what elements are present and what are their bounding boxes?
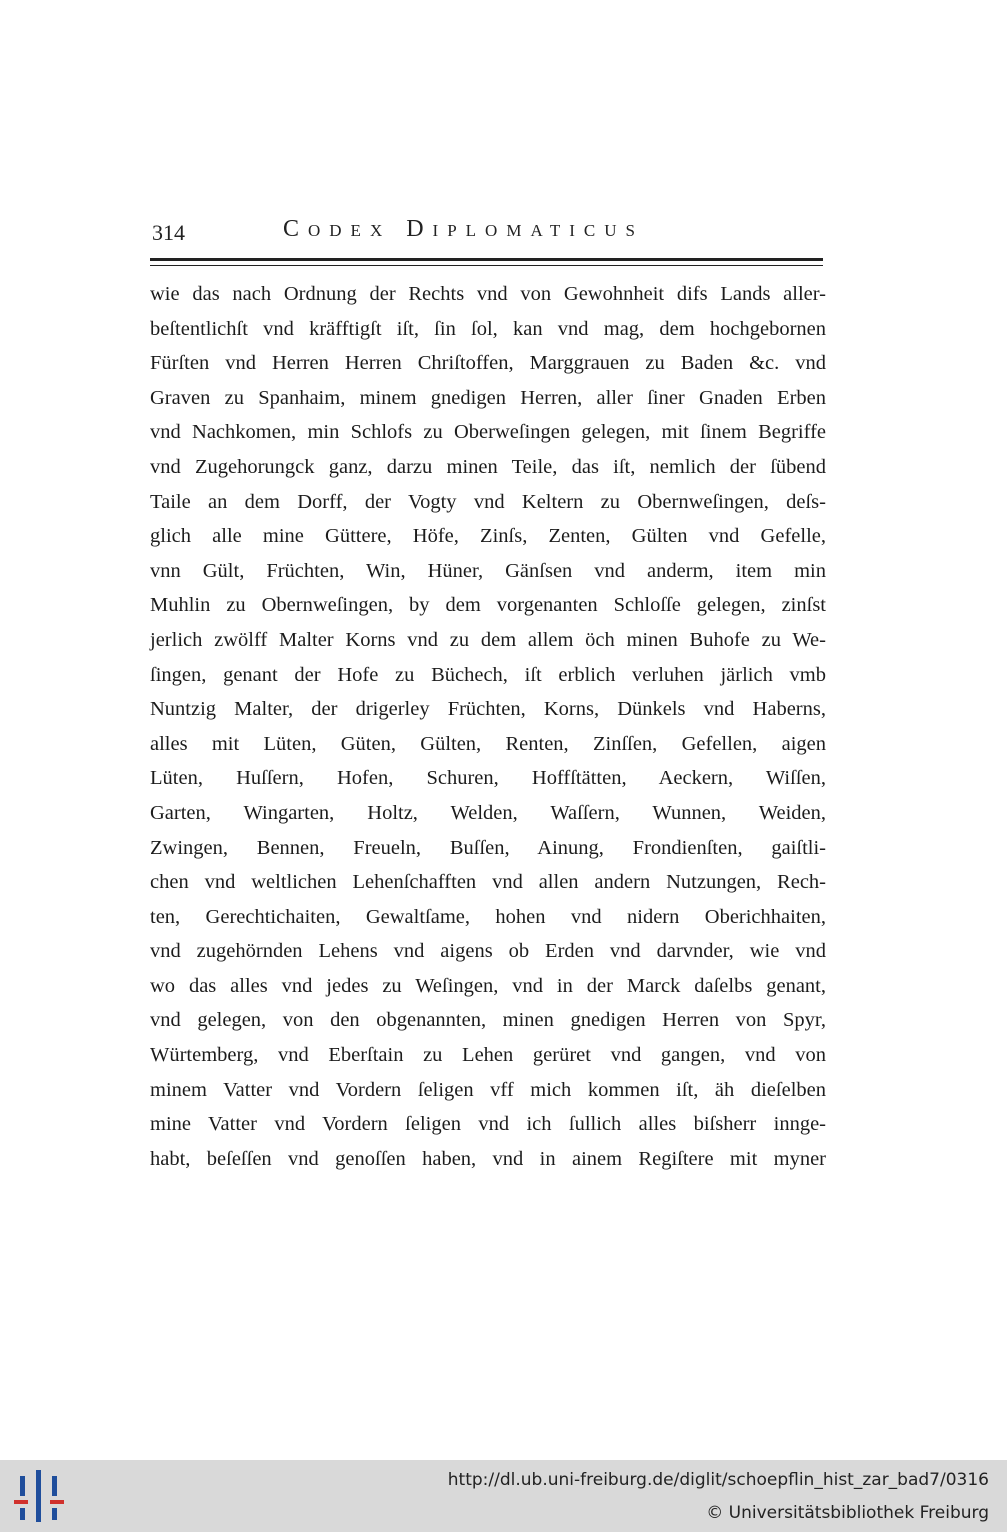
text-line: glich alle mine Güttere, Höfe, Zinſs, Zenten, Gülten vnd Gefelle, (150, 525, 826, 548)
copyright-notice: © Universitätsbibliothek Freiburg (706, 1503, 989, 1523)
text-line: habt, beſeſſen vnd genoſſen haben, vnd in ainem Regiſtere mit myner (150, 1147, 826, 1170)
page-number: 314 (152, 220, 185, 245)
text-line: vnd gelegen, von den obgenannten, minen gnedigen Herren von Spyr, (150, 1009, 826, 1032)
text-line: chen vnd weltlichen Lehenſchafften vnd allen andern Nutzungen, Rech- (150, 871, 826, 894)
text-line: Würtemberg, vnd Eberſtain zu Lehen gerüret vnd gangen, vnd von (150, 1044, 826, 1067)
text-line: wie das nach Ordnung der Rechts vnd von Gewohnheit difs Lands aller- (150, 283, 826, 305)
text-line: alles mit Lüten, Güten, Gülten, Renten, Zinſſen, Gefellen, aigen (150, 732, 826, 755)
university-library-logo-icon (14, 1470, 64, 1522)
text-line: Zwingen, Bennen, Freueln, Buſſen, Ainung, Frondienſten, gaiſtli- (150, 836, 826, 859)
text-line: Taile an dem Dorff, der Vogty vnd Keltern zu Obernweſingen, deſs- (150, 490, 826, 513)
running-title: Codex Diplomaticus (283, 216, 644, 242)
text-line: beſtentlichſt vnd kräfftigſt iſt, ſin ſol, kan vnd mag, dem hochgebornen (150, 317, 826, 340)
footer-bar (0, 1460, 1007, 1532)
running-head (150, 214, 826, 244)
body-text (150, 277, 826, 1176)
text-line: vnd Zugehorungck ganz, darzu minen Teile, das iſt, nemlich der ſübend (150, 455, 826, 478)
text-line: minem Vatter vnd Vordern ſeligen vff mich kommen iſt, äh dieſelben (150, 1078, 826, 1101)
text-line: Fürſten vnd Herren Herren Chriſtoffen, Marggrauen zu Baden &c. vnd (150, 352, 826, 375)
header-rule-thin (150, 265, 823, 266)
text-line: vnn Gült, Früchten, Win, Hüner, Gänſsen vnd anderm, item min (150, 559, 826, 582)
text-line: mine Vatter vnd Vordern ſeligen vnd ich ſullich alles biſsherr innge- (150, 1113, 826, 1136)
text-line: ſingen, genant der Hofe zu Büchech, iſt erblich verluhen järlich vmb (150, 663, 826, 686)
text-line: wo das alles vnd jedes zu Weſingen, vnd in der Marck daſelbs genant, (150, 974, 826, 997)
text-line: Garten, Wingarten, Holtz, Welden, Waſſern, Wunnen, Weiden, (150, 801, 826, 824)
text-line: Graven zu Spanhaim, minem gnedigen Herren, aller ſiner Gnaden Erben (150, 386, 826, 409)
text-line: Lüten, Huſſern, Hofen, Schuren, Hoffſtätten, Aeckern, Wiſſen, (150, 767, 826, 790)
text-line: Muhlin zu Obernweſingen, by dem vorgenanten Schloſſe gelegen, zinſst (150, 594, 826, 617)
text-line: jerlich zwölff Malter Korns vnd zu dem allem öch minen Buhofe zu We- (150, 628, 826, 651)
text-line: Nuntzig Malter, der drigerley Früchten, Korns, Dünkels vnd Haberns, (150, 698, 826, 721)
text-line: vnd zugehörnden Lehens vnd aigens ob Erden vnd darvnder, wie vnd (150, 940, 826, 963)
text-line: vnd Nachkomen, min Schlofs zu Oberweſingen gelegen, mit ſinem Begriffe (150, 421, 826, 444)
text-line: ten, Gerechtichaiten, Gewaltſame, hohen vnd nidern Oberichhaiten, (150, 905, 826, 928)
header-rule-thick (150, 258, 823, 261)
permalink-url[interactable]: http://dl.ub.uni-freiburg.de/diglit/schoepflin_hist_zar_bad7/0316 (447, 1470, 989, 1490)
